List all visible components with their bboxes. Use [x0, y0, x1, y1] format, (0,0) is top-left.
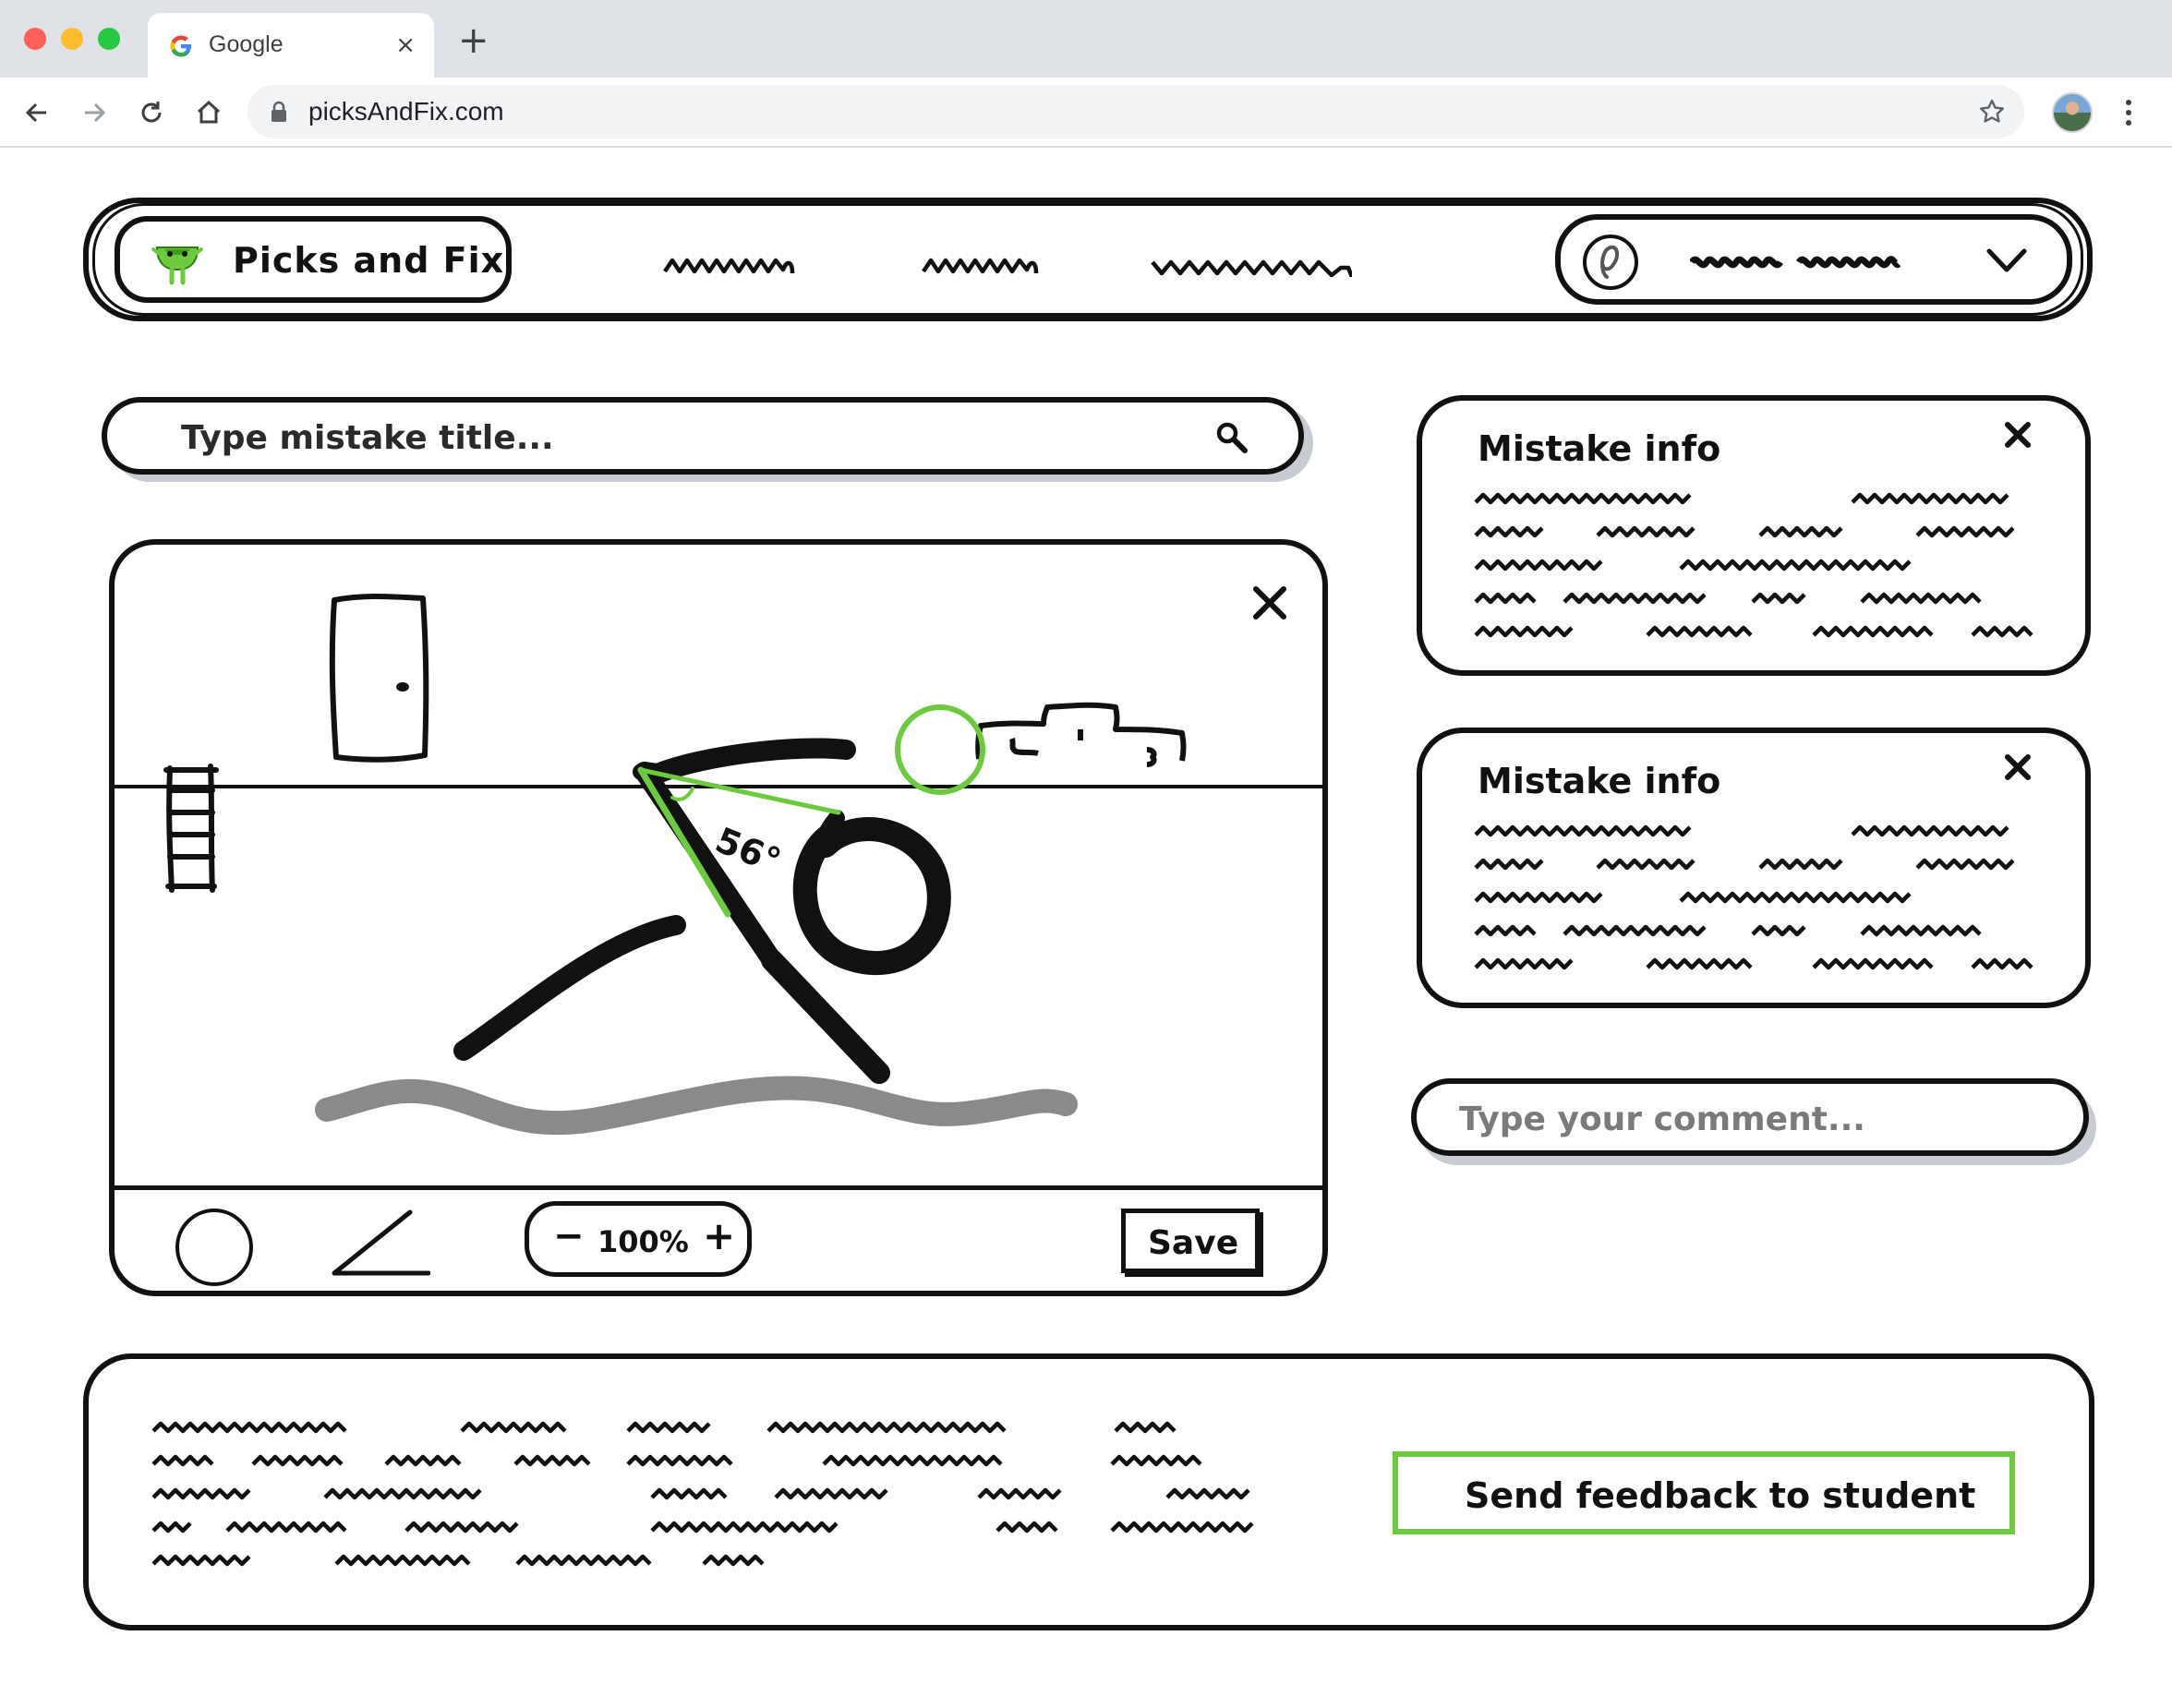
bookmark-star-icon[interactable]: [1978, 98, 2006, 126]
podium-drawing: [978, 705, 1183, 764]
feedback-panel: [83, 1353, 2094, 1630]
mistake-info-panel: [1417, 728, 2091, 1008]
save-button[interactable]: [1121, 1209, 1260, 1273]
nav-link-2[interactable]: [922, 249, 1042, 277]
browser-tab[interactable]: [148, 13, 434, 78]
search-icon[interactable]: [1215, 421, 1249, 454]
mistake-info-text: [1474, 822, 2037, 979]
close-editor-icon[interactable]: [1256, 589, 1284, 617]
forward-icon[interactable]: [78, 96, 111, 129]
user-name: [1690, 246, 1912, 273]
close-icon[interactable]: [2004, 753, 2032, 781]
tab-title: Google: [209, 31, 284, 57]
image-editor: [109, 539, 1328, 1296]
tab-close-button[interactable]: ×: [395, 31, 416, 59]
menu-kebab-icon[interactable]: [2124, 94, 2133, 131]
mistake-info-title: Mistake info: [1478, 428, 1721, 469]
lock-icon: [270, 101, 288, 123]
nav-link-1[interactable]: [663, 249, 800, 277]
zoom-level: 100%: [597, 1224, 689, 1259]
angle-tool-icon[interactable]: [329, 1207, 430, 1282]
chevron-down-icon[interactable]: [1985, 244, 2028, 275]
url-text: picksAndFix.com: [308, 97, 504, 126]
picks-logo-icon: [151, 240, 203, 286]
send-feedback-label: Send feedback to student: [1465, 1475, 1976, 1516]
angle-label: 56°: [709, 819, 787, 883]
browser-toolbar: [0, 78, 2172, 148]
water-wave: [327, 1088, 1066, 1123]
user-avatar-icon: [1581, 233, 1640, 292]
send-feedback-button[interactable]: [1393, 1451, 2015, 1534]
comment-placeholder: Type your comment...: [1459, 1101, 1865, 1138]
browser-chrome: [0, 0, 2172, 148]
maximize-window-button[interactable]: [98, 28, 120, 50]
brand-name: Picks and Fix: [233, 240, 505, 281]
minimize-window-button[interactable]: [61, 28, 83, 50]
athlete-drawing: [464, 748, 939, 1073]
search-placeholder: Type mistake title...: [181, 419, 554, 457]
circle-tool-button[interactable]: [175, 1209, 253, 1286]
nav-link-3[interactable]: [1151, 249, 1352, 277]
annotation-canvas[interactable]: [115, 545, 1322, 1185]
close-icon[interactable]: [2004, 421, 2032, 449]
reload-icon[interactable]: [135, 96, 168, 129]
mistake-info-panel: [1417, 395, 2091, 676]
zoom-control: [525, 1201, 752, 1277]
mistake-title-search[interactable]: [102, 397, 1304, 475]
profile-avatar[interactable]: [2052, 92, 2093, 133]
comment-input[interactable]: [1411, 1078, 2089, 1156]
door-drawing: [332, 596, 426, 760]
mistake-info-text: [1474, 489, 2037, 646]
brand-pill[interactable]: [115, 216, 512, 303]
close-window-button[interactable]: [24, 28, 46, 50]
user-menu[interactable]: [1555, 214, 2072, 305]
mistake-info-title: Mistake info: [1478, 761, 1721, 801]
feedback-text: [151, 1418, 1407, 1575]
zoom-in-button[interactable]: +: [703, 1213, 736, 1258]
tab-bar: [0, 0, 2172, 78]
save-button-label: Save: [1148, 1224, 1239, 1262]
editor-toolbar: [115, 1185, 1322, 1291]
new-tab-button[interactable]: +: [458, 19, 489, 62]
address-bar[interactable]: [247, 85, 2024, 138]
back-icon[interactable]: [20, 96, 54, 129]
google-icon: [168, 33, 194, 59]
zoom-out-button[interactable]: −: [553, 1215, 585, 1257]
home-icon[interactable]: [192, 96, 225, 129]
